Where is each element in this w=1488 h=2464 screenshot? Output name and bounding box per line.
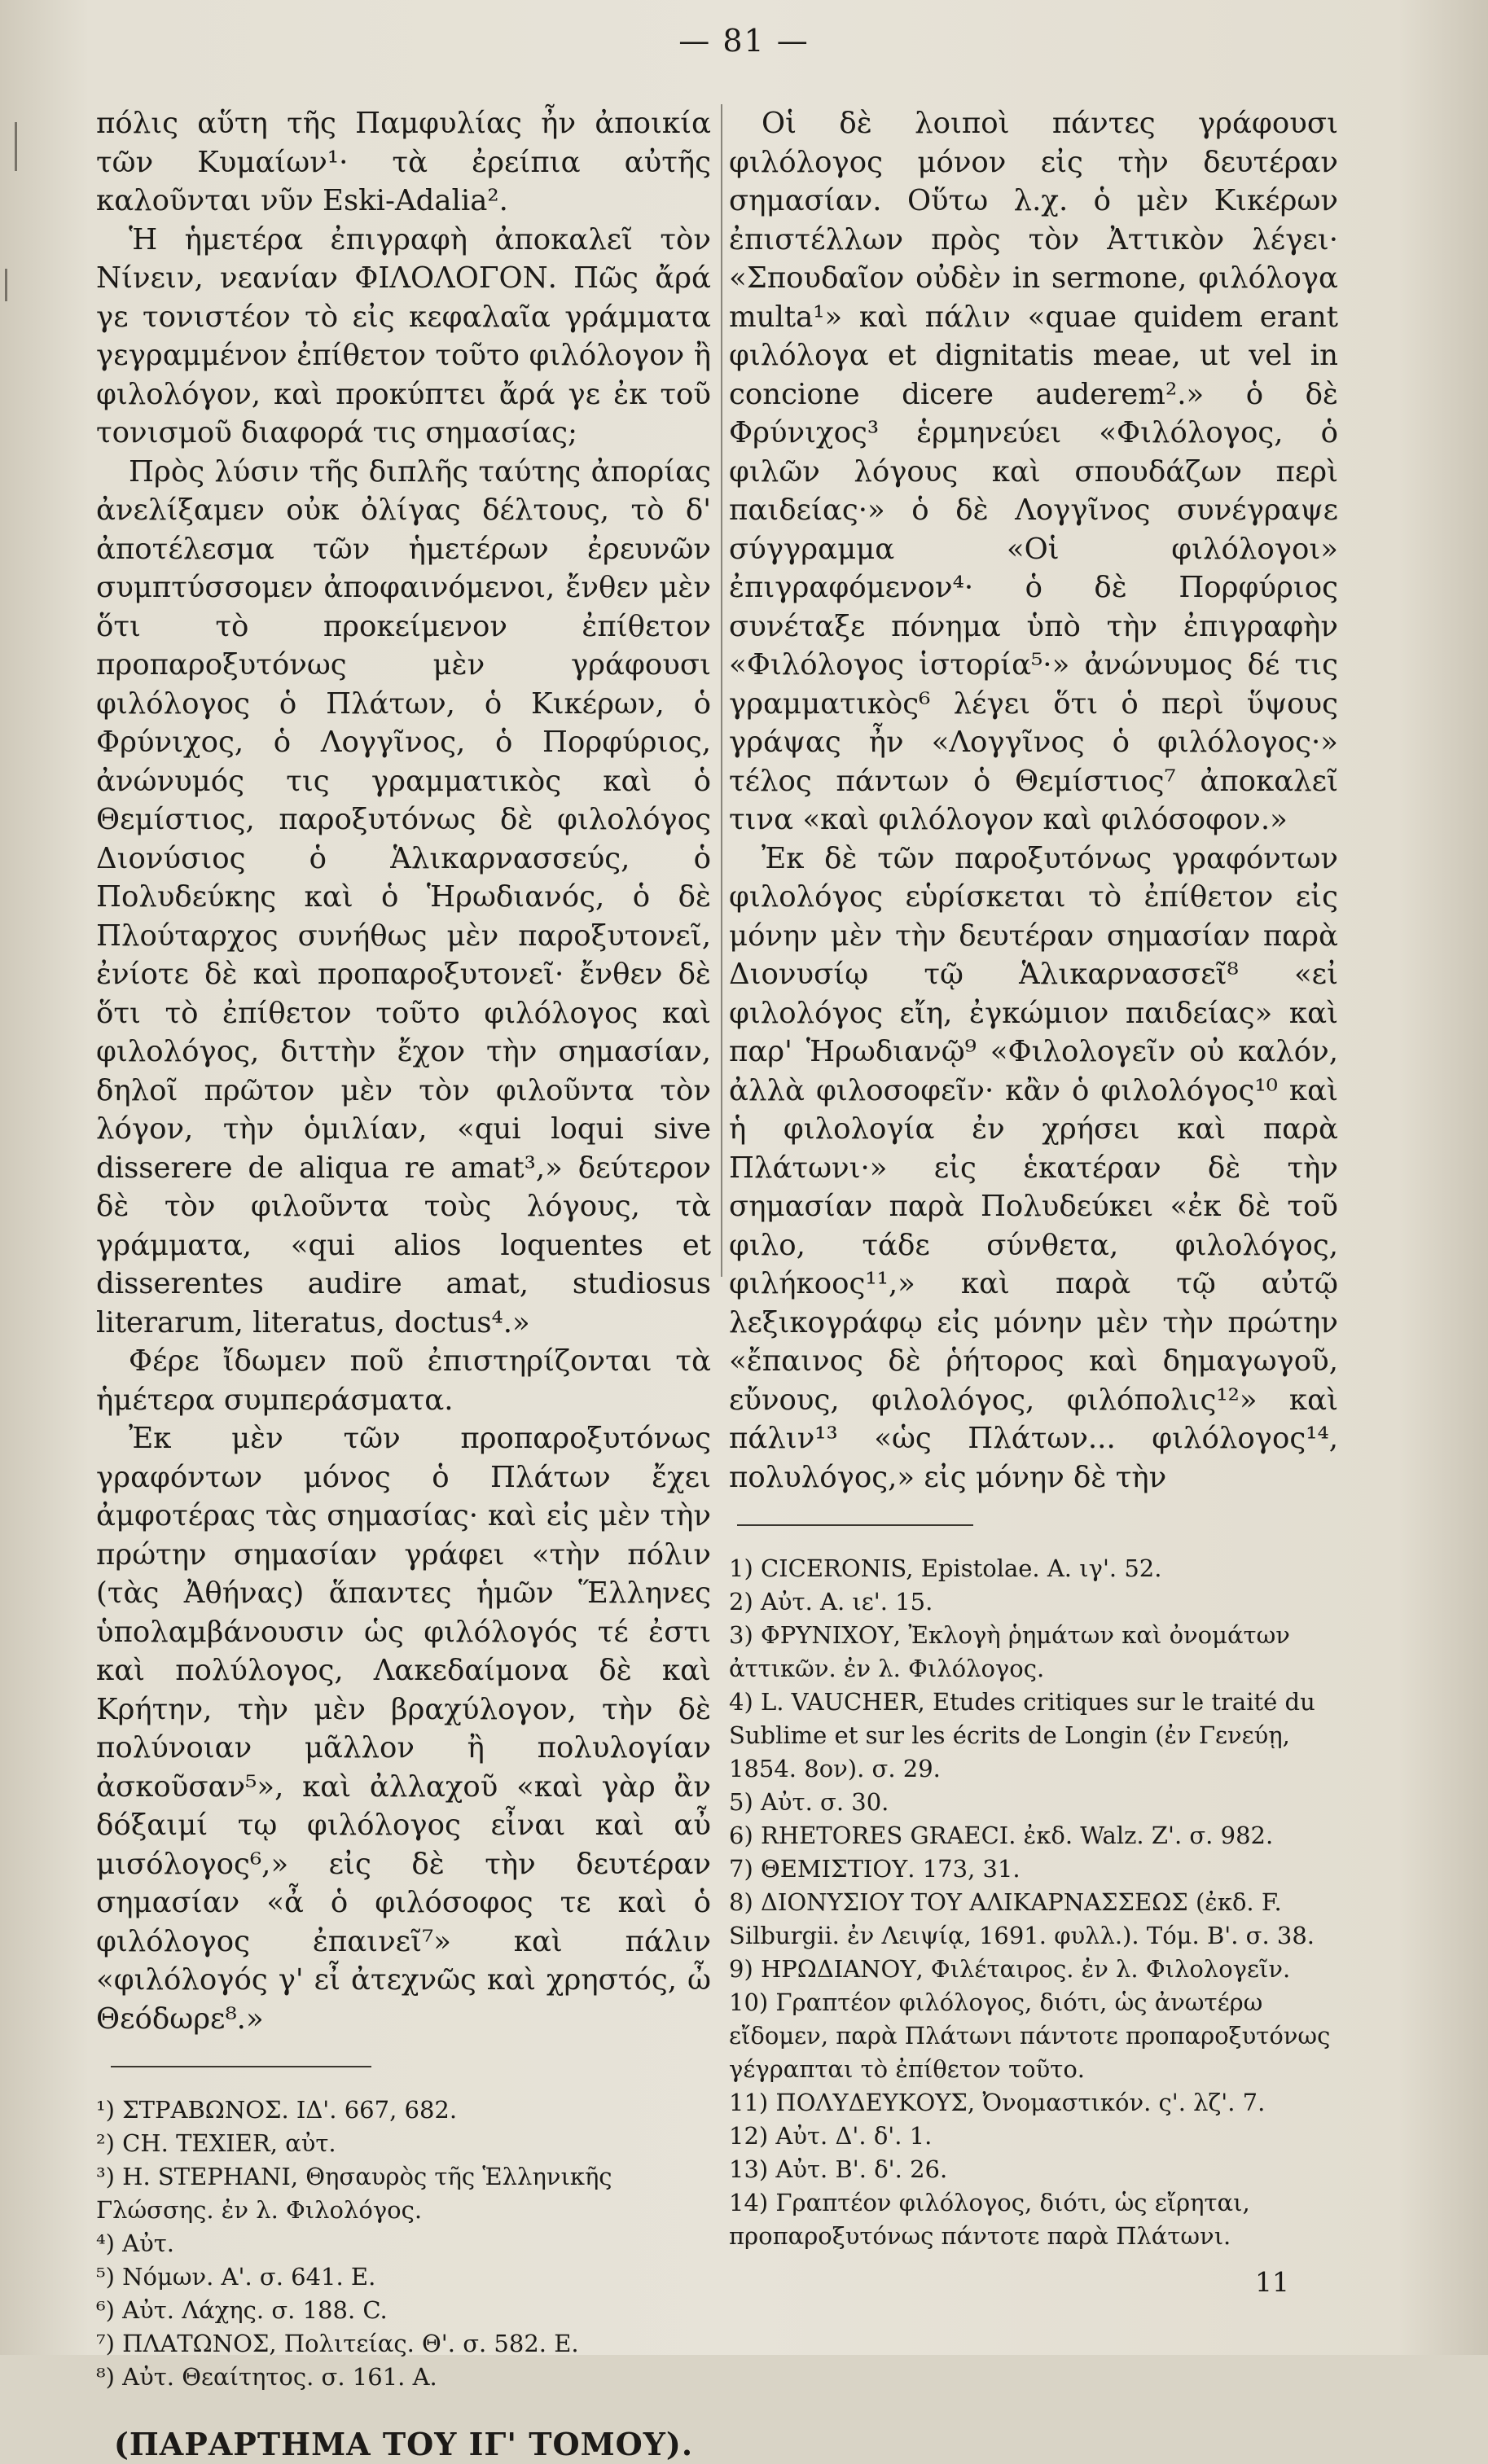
footnote: 8) ΔΙΟΝΥΣΙΟΥ ΤΟΥ ΑΛΙΚΑΡΝΑΣΣΕΩΣ (ἐκδ. F. Silburgii. ἐν Λειψίᾳ, 1691. φυλλ.). Τόμ. B'. σ. 38.: [729, 1888, 1315, 1949]
page-number: — 81 —: [678, 23, 810, 59]
footnote: 11) ΠΟΛΥΔΕΥΚΟΥΣ, Ὀνομαστικόν. ς'. λζ'. 7.: [729, 2089, 1266, 2116]
footnote: ³) H. STEPHANI, Θησαυρὸς τῆς Ἑλληνικῆς Γλώσσης. ἐν λ. Φιλολόγος.: [96, 2163, 612, 2224]
paragraph: πόλις αὕτη τῆς Παμφυλίας ἦν ἀποικία τῶν Κυμαίων¹· τὰ ἐρείπια αὐτῆς καλοῦνται νῦν Eski-Adalia².: [96, 107, 711, 217]
footnote: ²) CH. TEXIER, αὐτ.: [96, 2129, 336, 2157]
paragraph: Ἐκ δὲ τῶν παροξυτόνως γραφόντων φιλολόγος εὑρίσκεται τὸ ἐπίθετον εἰς μόνην μὲν τὴν δευτέραν σημασίαν παρὰ Διονυσίῳ τῷ Ἁλικαρνασσεῖ⁸ «εἰ φιλολόγος εἴη, ἐγκώμιον παιδείας» καὶ παρ' Ἡρωδιανῷ⁹ «Φιλολογεῖν οὐ καλόν, ἀλλὰ φιλοσοφεῖν· κἂν ὁ φιλολόγος¹⁰ καὶ ἡ φιλολογία ἐν χρήσει καὶ παρὰ Πλάτωνι·» εἰς ἑκατέραν δὲ τὴν σημασίαν παρὰ Πολυδεύκει «ἐκ δὲ τοῦ φιλο, τάδε σύνθετα, φιλολόγος, φιλήκοος¹¹,» καὶ παρὰ τῷ αὐτῷ λεξικογράφῳ εἰς μόνην μὲν τὴν πρώτην «ἔπαινος δὲ ῥήτορος καὶ δημαγωγοῦ, εὔνους, φιλολόγος, φιλόπολις¹²» καὶ πάλιν¹³ «ὡς Πλάτων... φιλόλογος¹⁴, πολυλόγος,» εἰς μόνην δὲ τὴν: [729, 841, 1338, 1494]
right-column: [729, 104, 1338, 2302]
footnote-separator: [737, 1524, 973, 1526]
footnote: ⁸) Αὐτ. Θεαίτητος. σ. 161. Α.: [96, 2363, 437, 2391]
footnote: ¹) ΣΤΡΑΒΩΝΟΣ. ΙΔ'. 667, 682.: [96, 2096, 458, 2124]
footnotes-right: [729, 1552, 1338, 2253]
left-column: [96, 104, 711, 2464]
footnote: ⁵) Νόμων. Α'. σ. 641. Ε.: [96, 2263, 376, 2291]
footnote: 2) Αὐτ. A. ιε'. 15.: [729, 1588, 933, 1616]
paragraph: Ἡ ἡμετέρα ἐπιγραφὴ ἀποκαλεῖ τὸν Νίνειν, νεανίαν ΦΙΛΟΛΟΓΟΝ. Πῶς ἄρά γε τονιστέον τὸ εἰς κεφαλαῖα γράμματα γεγραμμένον ἐπίθετον τοῦτο φιλόλογον ἢ φιλολόγον, καὶ προκύπτει ἄρά γε ἐκ τοῦ τονισμοῦ διαφορά τις σημασίας;: [96, 222, 711, 449]
appendix-title: (ΠΑΡΑΡΤΗΜΑ ΤΟΥ ΙΓ' ΤΟΜΟΥ).: [113, 2426, 694, 2462]
footnote-separator: [111, 2066, 371, 2067]
paragraph: Φέρε ἴδωμεν ποῦ ἐπιστηρίζονται τὰ ἡμέτερα συμπεράσματα.: [96, 1344, 711, 1417]
footnote: ⁶) Αὐτ. Λάχης. σ. 188. C.: [96, 2296, 388, 2324]
paragraph: Ἐκ μὲν τῶν προπαροξυτόνως γραφόντων μόνος ὁ Πλάτων ἔχει ἀμφοτέρας τὰς σημασίας· καὶ εἰς μὲν τὴν πρώτην σημασίαν γράφει «τὴν πόλιν (τὰς Ἀθήνας) ἅπαντες ἡμῶν Ἕλληνες ὑπολαμβάνουσιν ὡς φιλόλογός τέ ἐστι καὶ πολύλογος, Λακεδαίμονα δὲ καὶ Κρήτην, τὴν μὲν βραχύλογον, τὴν δὲ πολύνοιαν μᾶλλον ἢ πολυλογίαν ἀσκοῦσαν⁵», καὶ ἀλλαχοῦ «καὶ γὰρ ἂν δόξαιμί τῳ φιλόλογος εἶναι καὶ αὖ μισόλογος⁶,» εἰς δὲ τὴν δευτέραν σημασίαν «ἆ ὁ φιλόσοφος τε καὶ ὁ φιλόλογος ἐπαινεῖ⁷» καὶ πάλιν «φιλόλογός γ' εἶ ἀτεχνῶς καὶ χρηστός, ὦ Θεόδωρε⁸.»: [96, 1422, 711, 2036]
footnote: 6) RHETORES GRAECI. ἐκδ. Walz. Z'. σ. 982.: [729, 1822, 1274, 1849]
footnote: ⁴) Αὐτ.: [96, 2229, 174, 2257]
footnote: 14) Γραπτέον φιλόλογος, διότι, ὡς εἴρηται, προπαροξυτόνως πάντοτε παρὰ Πλάτωνι.: [729, 2189, 1250, 2250]
left-margin-mark: [15, 122, 17, 171]
footnote: 10) Γραπτέον φιλόλογος, διότι, ὡς ἀνωτέρω εἴδομεν, παρὰ Πλάτωνι πάντοτε προπαροξυτόνως γέγραπται τὸ ἐπίθετον τοῦτο.: [729, 1988, 1331, 2083]
footnote: 1) CICERONIS, Epistolae. A. ιγ'. 52.: [729, 1554, 1162, 1582]
left-margin-mark: [5, 269, 7, 301]
footnote: 12) Αὐτ. Δ'. δ'. 1.: [729, 2122, 933, 2150]
footnote: 4) L. VAUCHER, Etudes critiques sur le traité du Sublime et sur les écrits de Longin (ἐν Γενεύῃ, 1854. 8ον). σ. 29.: [729, 1688, 1315, 1782]
footnote: 9) ΗΡΩΔΙΑΝΟΥ, Φιλέταιρος. ἐν λ. Φιλολογεῖν.: [729, 1955, 1291, 1983]
footnote: 5) Αὐτ. σ. 30.: [729, 1788, 889, 1816]
paragraph: Οἱ δὲ λοιποὶ πάντες γράφουσι φιλόλογος μόνον εἰς τὴν δευτέραν σημασίαν. Οὕτω λ.χ. ὁ μὲν Κικέρων ἐπιστέλλων πρὸς τὸν Ἀττικὸν λέγει· «Σπουδαῖον οὐδὲν in sermone, φιλόλογα multa¹» καὶ πάλιν «quae quidem erant φιλόλογα et dignitatis meae, ut vel in concione dicere auderem².» ὁ δὲ Φρύνιχος³ ἑρμηνεύει «Φιλόλογος, ὁ φιλῶν λόγους καὶ σπουδάζων περὶ παιδείας·» ὁ δὲ Λογγῖνος συνέγραψε σύγγραμμα «Οἱ φιλόλογοι» ἐπιγραφόμενον⁴· ὁ δὲ Πορφύριος συνέταξε πόνημα ὑπὸ τὴν ἐπιγραφὴν «Φιλόλογος ἱστορία⁵·» ἀνώνυμος δέ τις γραμματικὸς⁶ λέγει ὅτι ὁ περὶ ὕψους γράψας ἦν «Λογγῖνος ὁ φιλόλογος·» τέλος πάντων ὁ Θεμίστιος⁷ ἀποκαλεῖ τινα «καὶ φιλόλογον καὶ φιλόσοφον.»: [729, 107, 1338, 836]
signature-mark: 11: [1255, 2266, 1289, 2298]
footnotes-left: [96, 2094, 711, 2394]
footnote: 7) ΘΕΜΙΣΤΙΟΥ. 173, 31.: [729, 1855, 1021, 1883]
footnote: ⁷) ΠΛΑΤΩΝΟΣ, Πολιτείας. Θ'. σ. 582. Ε.: [96, 2330, 579, 2357]
paragraph: Πρὸς λύσιν τῆς διπλῆς ταύτης ἀπορίας ἀνελίξαμεν οὐκ ὀλίγας δέλτους, τὸ δ' ἀποτέλεσμα τῶν ἡμετέρων ἐρευνῶν συμπτύσσομεν ἀποφαινόμενοι, ἔνθεν μὲν ὅτι τὸ προκείμενον ἐπίθετον προπαροξυτόνως μὲν γράφουσι φιλόλογος ὁ Πλάτων, ὁ Κικέρων, ὁ Φρύνιχος, ὁ Λογγῖνος, ὁ Πορφύριος, ἀνώνυμός τις γραμματικὸς καὶ ὁ Θεμίστιος, παροξυτόνως δὲ φιλολόγος Διονύσιος ὁ Ἁλικαρνασσεύς, ὁ Πολυδεύκης καὶ ὁ Ἡρωδιανός, ὁ δὲ Πλούταρχος συνήθως μὲν παροξυτονεῖ, ἐνίοτε δὲ καὶ προπαροξυτονεῖ· ἔνθεν δὲ ὅτι τὸ ἐπίθετον τοῦτο φιλόλογος καὶ φιλολόγος, διττὴν ἔχον τὴν σημασίαν, δηλοῖ πρῶτον μὲν τὸν φιλοῦντα τὸν λόγον, τὴν ὁμιλίαν, «qui loqui sive disserere de aliqua re amat³,» δεύτερον δὲ τὸν φιλοῦντα τοὺς λόγους, τὰ γράμματα, «qui alios loquentes et disserentes audire amat, studiosus literarum, literatus, doctus⁴.»: [96, 454, 711, 1339]
footnote: 13) Αὐτ. B'. δ'. 26.: [729, 2155, 948, 2183]
column-divider: [721, 104, 722, 1277]
footnote: 3) ΦΡΥΝΙΧΟΥ, Ἐκλογὴ ῥημάτων καὶ ὀνομάτων ἀττικῶν. ἐν λ. Φιλόλογος.: [729, 1621, 1290, 1682]
